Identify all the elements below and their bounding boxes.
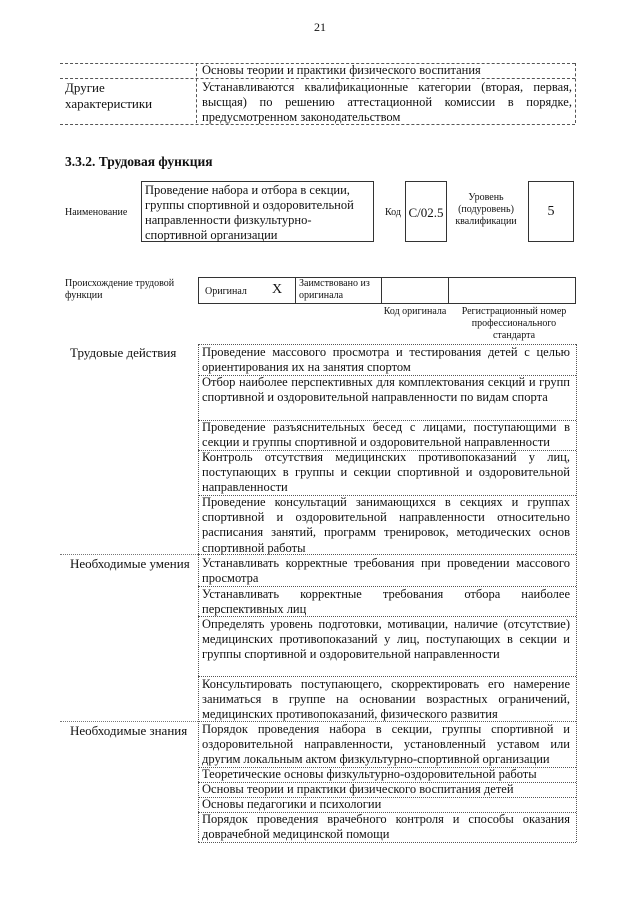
knowledge-item: Порядок проведения набора в секции, группы спортивной и оздоровительной направленности, установленный уставом или другим локальным актом физкультурно-спортивной организации: [202, 722, 570, 767]
function-name-value: Проведение набора и отбора в секции, группы спортивной и оздоровительной направленности физкультурно-спортивной организации: [145, 183, 354, 242]
labor-action-item: Проведение массового просмотра и тестирования детей с целью ориентирования их на занятия спортом: [202, 345, 570, 375]
code-original-caption: Код оригинала: [383, 306, 447, 317]
original-label: Оригинал: [205, 286, 247, 297]
knowledge-item: Теоретические основы физкультурно-оздоровительной работы: [202, 767, 537, 781]
knowledge-label: Необходимые знания: [70, 723, 188, 738]
other-characteristics-text: Устанавливаются квалификационные категории (вторая, первая, высщая) по решению аттестационной комиссии в порядке, предусмотренном законодательством: [202, 80, 572, 124]
level-box: [528, 181, 574, 242]
skill-item: Консультировать поступающего, скорректировать его намерение заниматься в группе на основании возрастных ограничений, медицинских противопоказаний, физического развития: [202, 677, 570, 722]
skill-item: Устанавливать корректные требования при проведении массового просмотра: [202, 556, 570, 586]
level-label: Уровень (подуровень) квалификации: [455, 192, 517, 227]
origin-label: Происхождение трудовой функции: [65, 278, 175, 301]
skill-item: Устанавливать корректные требования отбора наиболее перспективных лиц: [202, 587, 570, 617]
top-table-right-border: [575, 63, 576, 123]
top-table-row1-text: Основы теории и практики физического воспитания: [202, 63, 481, 77]
labor-action-item: Контроль отсутствия медицинских противопоказаний у лиц, поступающих в группы и секции спортивной и оздоровительной направленности: [202, 450, 570, 495]
top-table-divider: [196, 63, 197, 123]
labor-action-item: Проведение разъяснительных бесед с лицами, поступающими в секции и группы спортивной и оздоровительной направленности: [202, 420, 570, 450]
origin-divider: [295, 277, 296, 304]
group-divider: [60, 554, 200, 555]
section-title: 3.3.2. Трудовая функция: [65, 154, 213, 169]
code-value: С/02.5: [408, 205, 444, 220]
labor-actions-label: Трудовые действия: [70, 345, 177, 360]
borrowed-label: Заимствовано из оригинала: [299, 278, 370, 301]
name-label: Наименование: [65, 207, 128, 218]
reg-number-caption: Регистрационный номер профессионального стандарта: [461, 306, 567, 341]
code-box: [405, 181, 447, 242]
original-mark: X: [272, 282, 283, 297]
knowledge-item: Порядок проведения врачебного контроля и способы оказания доврачебной медицинской помощи: [202, 812, 570, 842]
knowledge-item: Основы теории и практики физического воспитания детей: [202, 782, 514, 796]
skills-label: Необходимые умения: [70, 556, 190, 571]
page-number: 21: [314, 20, 326, 34]
origin-divider: [381, 277, 382, 304]
function-name-box: [141, 181, 374, 242]
top-table-border: [60, 78, 575, 79]
top-table-border: [60, 124, 575, 125]
origin-divider: [448, 277, 449, 304]
origin-box: [198, 277, 576, 304]
code-label: Код: [385, 207, 401, 218]
group-divider: [60, 721, 200, 722]
level-value: 5: [547, 204, 555, 219]
knowledge-item: Основы педагогики и психологии: [202, 797, 382, 811]
labor-action-item: Отбор наиболее перспективных для комплектования секций и групп спортивной и оздоровительной направленности по видам спорта: [202, 375, 570, 405]
table-right-border: [576, 344, 577, 842]
skill-item: Определять уровень подготовки, мотивации, наличие (отсутствие) медицинских противопоказаний у лиц, поступающих в секции и группы спортивной и оздоровительной направленности: [202, 617, 570, 662]
labor-action-item: Проведение консультаций занимающихся в секциях и группах спортивной и оздоровительной направленности относительно расписания занятий, программ тренировок, методических основ спортивной работы: [202, 495, 570, 555]
row-divider: [198, 554, 576, 555]
other-characteristics-label: Другие характеристики: [65, 80, 153, 111]
